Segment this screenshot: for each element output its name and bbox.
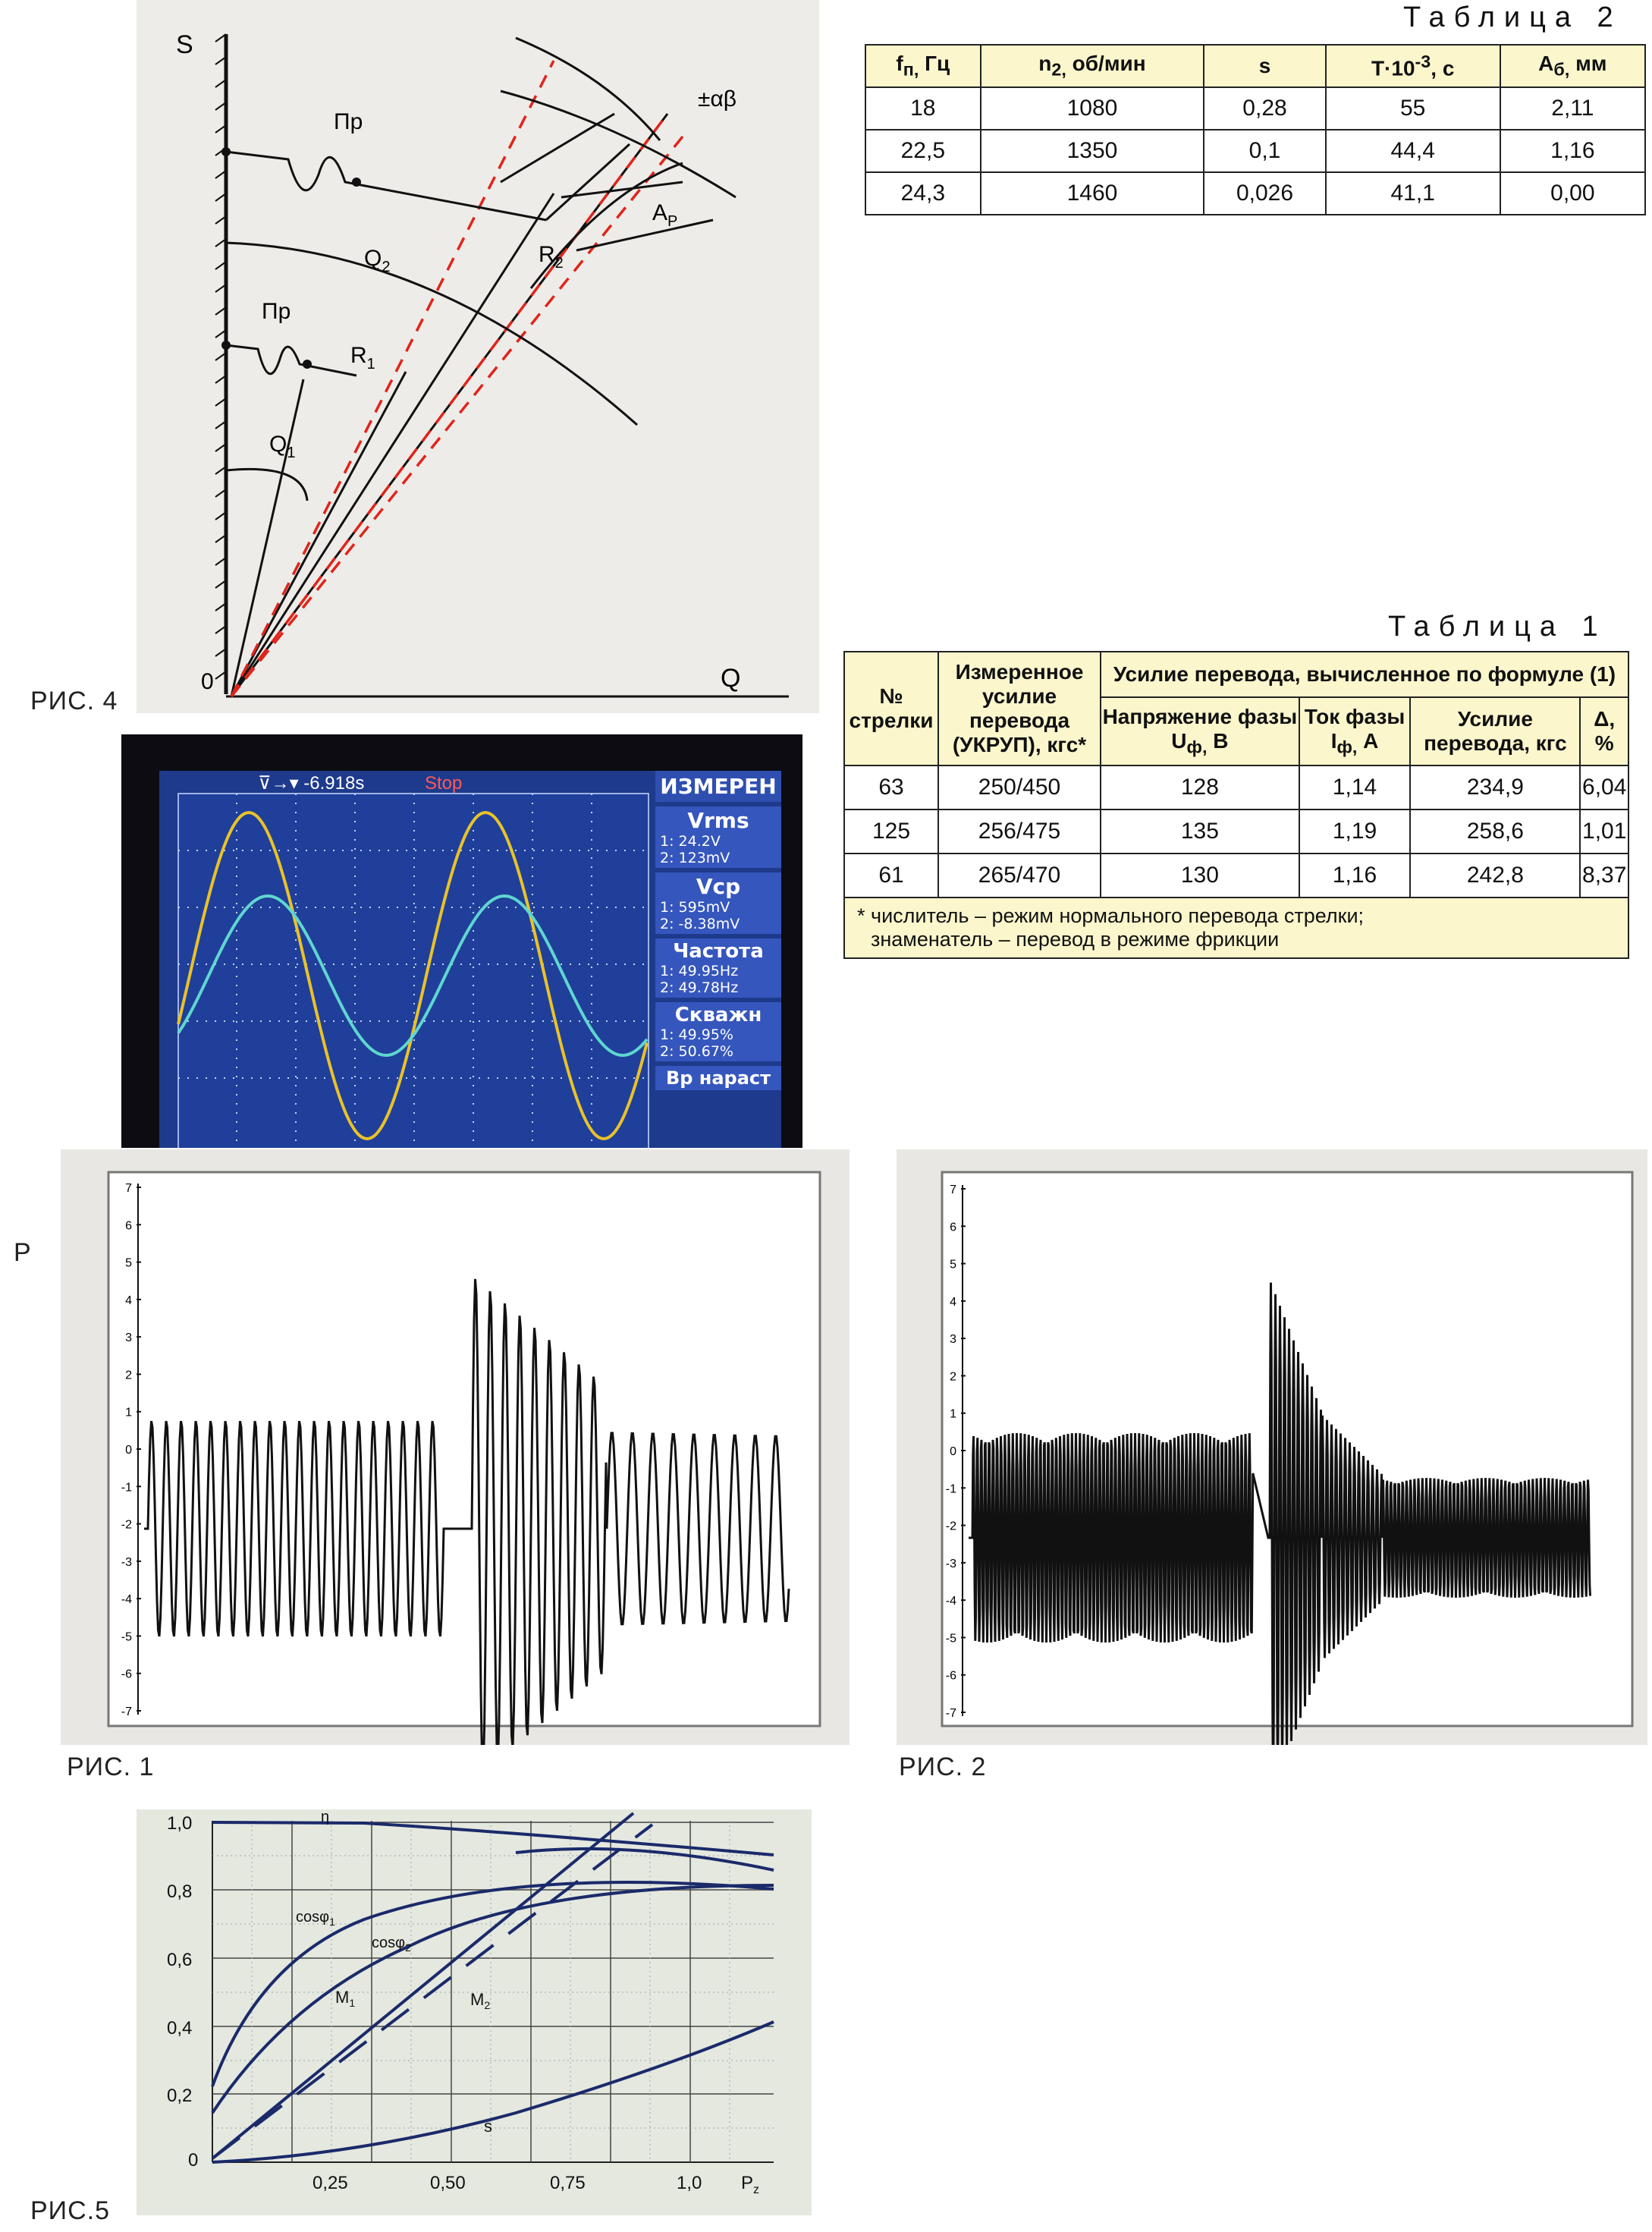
y-tick-label: -6 — [121, 1668, 132, 1681]
y-tick-label: -6 — [945, 1669, 956, 1683]
fig5-caption: РИС.5 — [30, 2196, 111, 2225]
y-tick-label: 7 — [125, 1182, 132, 1195]
table-cell: 1,16 — [1500, 130, 1645, 172]
table-cell: 1,01 — [1580, 809, 1628, 854]
fig5-y-tick: 0,6 — [167, 1950, 193, 1970]
table-cell: 0,00 — [1500, 172, 1645, 215]
table-cell: 55 — [1326, 87, 1500, 130]
fig4-label-q1: $Q_1$ — [269, 432, 296, 461]
fig5-panel — [137, 1809, 812, 2215]
y-tick-label: -3 — [945, 1557, 956, 1570]
table-cell: 242,8 — [1410, 854, 1580, 898]
table-cell: 1460 — [981, 172, 1204, 215]
fig2-waveform — [897, 1149, 1647, 1745]
table-cell: 61 — [844, 854, 938, 898]
oscilloscope-photo — [121, 734, 802, 1148]
table1 — [843, 651, 1629, 959]
fig5-label-s: s — [484, 2117, 492, 2136]
table2-header-a: $A_{б,}$ мм — [1500, 45, 1645, 87]
y-tick-label: 0 — [950, 1445, 956, 1458]
scope-measure-value: 2: 49.78Hz — [660, 979, 739, 996]
y-tick-label: 1 — [125, 1406, 132, 1419]
scope-menu-title: ИЗМЕРЕН — [655, 771, 781, 802]
fig2-panel — [897, 1149, 1647, 1745]
table2-header-n: $n_{2,}$ об/мин — [981, 45, 1204, 87]
fig5-y-tick: 0 — [188, 2150, 199, 2171]
fig4-panel — [137, 0, 819, 713]
table-cell: 22,5 — [865, 130, 981, 172]
y-tick-label: -5 — [945, 1632, 956, 1646]
scope-measure-value: 2: 50.67% — [660, 1043, 733, 1060]
table-cell: 8,37 — [1580, 854, 1628, 898]
scope-measure-vcp — [655, 872, 781, 934]
scope-measure-duty — [655, 1002, 781, 1061]
y-tick-label: -3 — [121, 1555, 132, 1569]
table-cell: 2,11 — [1500, 87, 1645, 130]
y-tick-label: -2 — [121, 1518, 132, 1532]
table1-footnote — [844, 898, 1628, 958]
fig5-label-eta: η — [321, 1809, 330, 1825]
table1-footnote-line1: * числитель – режим нормального перевода стрелки; — [857, 904, 1365, 927]
scope-measure-value: 1: 49.95Hz — [660, 963, 739, 979]
scope-measure-title: Vcp — [696, 874, 741, 899]
table-cell: 1,16 — [1299, 854, 1411, 898]
table1-header-force: Усилие перевода, кгс — [1410, 697, 1580, 765]
table2 — [865, 44, 1646, 215]
y-tick-label: -1 — [945, 1482, 956, 1496]
fig2-caption: РИС. 2 — [899, 1753, 987, 1781]
fig5-x-axis-label: $P_z$ — [741, 2173, 760, 2196]
fig5-label-m1: $M_1$ — [335, 1988, 356, 2009]
table-cell: 135 — [1101, 809, 1299, 854]
scope-measure-title: Частота — [673, 940, 764, 963]
table-row — [865, 87, 1645, 130]
fig4-label-r1: $R_1$ — [350, 343, 375, 373]
y-tick-label: 7 — [950, 1184, 956, 1196]
y-tick-label: -4 — [945, 1595, 956, 1608]
table1-footnote-line2: знаменатель – перевод в режиме фрикции — [871, 928, 1280, 951]
table2-header-s: s — [1204, 45, 1325, 87]
table-cell: 6,04 — [1580, 765, 1628, 809]
scope-measure-title: Скважн — [674, 1004, 762, 1026]
fig4-label-pr-bottom: Пр — [262, 299, 291, 324]
table1-header-measured: Измеренное усилие перевода (УКРУП), кгс* — [938, 652, 1101, 765]
table2-header-t: $T\cdot 10^{-3}$, с — [1326, 45, 1500, 87]
oscilloscope-measure-menu — [655, 771, 781, 1148]
y-tick-label: 0 — [125, 1444, 132, 1457]
table2-title: Таблица 2 — [1403, 2, 1622, 33]
fig1-panel — [61, 1149, 850, 1745]
table-row — [844, 854, 1628, 898]
fig5-curve-s — [212, 2022, 774, 2162]
fig5-y-tick: 0,8 — [167, 1881, 193, 1902]
scope-measure-value: 2: 123mV — [660, 850, 730, 866]
table-cell: 1,19 — [1299, 809, 1411, 854]
table-cell: 0,026 — [1204, 172, 1325, 215]
fig5-label-cos1: cosφ$_1$ — [296, 1909, 335, 1928]
y-tick-label: 5 — [950, 1258, 956, 1272]
scope-measure-value: 1: 24.2V — [660, 833, 721, 850]
fig5-label-cos2: cosφ$_2$ — [372, 1935, 411, 1954]
fig4-label-ap: $A_P$ — [652, 200, 678, 230]
y-tick-label: 4 — [950, 1295, 956, 1309]
y-tick-label: 2 — [125, 1369, 132, 1382]
oscilloscope-screen — [159, 771, 781, 1148]
fig5-y-tick: 1,0 — [167, 1813, 193, 1834]
fig5-x-tick: 1,0 — [677, 2173, 702, 2193]
scope-measure-value: 1: 595mV — [660, 899, 730, 916]
fig4-diagram — [137, 0, 819, 713]
table-cell: 250/450 — [938, 765, 1101, 809]
fig5-x-tick: 0,50 — [430, 2173, 466, 2193]
oscilloscope-time-readout: ⊽→▾ -6.918s — [258, 773, 365, 794]
y-tick-label: 3 — [950, 1333, 956, 1347]
table-cell: 18 — [865, 87, 981, 130]
y-tick-label: -5 — [121, 1630, 132, 1644]
y-tick-label: -1 — [121, 1481, 132, 1495]
fig4-label-r2: $R_2$ — [539, 242, 564, 272]
fig5-label-m2: $M_2$ — [470, 1990, 491, 2011]
table-cell: 125 — [844, 809, 938, 854]
fig5-y-tick: 0,2 — [167, 2086, 193, 2106]
fig4-axis-q: Q — [721, 664, 741, 693]
table-cell: 234,9 — [1410, 765, 1580, 809]
table-cell: 63 — [844, 765, 938, 809]
scope-measure-vrms — [655, 806, 781, 868]
table1-header-delta: Δ, % — [1580, 697, 1628, 765]
table-cell: 265/470 — [938, 854, 1101, 898]
y-tick-label: -4 — [121, 1593, 132, 1607]
scope-measure-freq — [655, 938, 781, 998]
table-cell: 24,3 — [865, 172, 981, 215]
table-cell: 130 — [1101, 854, 1299, 898]
y-tick-label: 6 — [125, 1219, 132, 1233]
scope-measure-value: 2: -8.38mV — [660, 916, 740, 932]
table1-header-group: Усилие перевода, вычисленное по формуле (1) — [1101, 652, 1628, 697]
y-tick-label: 4 — [125, 1294, 132, 1307]
table1-header-current: Ток фазы $I_{ф,}$ А — [1299, 697, 1411, 765]
fig4-caption: РИС. 4 — [30, 687, 118, 715]
table-row — [844, 809, 1628, 854]
fig5-characteristics — [137, 1809, 812, 2215]
table-cell: 1350 — [981, 130, 1204, 172]
table-cell: 128 — [1101, 765, 1299, 809]
table1-header-no: № стрелки — [844, 652, 938, 765]
table-row — [865, 130, 1645, 172]
fig3-caption-fragment: Р — [14, 1238, 32, 1267]
y-tick-label: 6 — [950, 1221, 956, 1234]
fig4-label-q2: $Q_2$ — [364, 246, 391, 275]
table-cell: 0,28 — [1204, 87, 1325, 130]
fig5-x-tick: 0,25 — [312, 2173, 348, 2193]
table-row — [865, 172, 1645, 215]
y-tick-label: 5 — [125, 1256, 132, 1270]
fig5-x-tick: 0,75 — [550, 2173, 586, 2193]
scope-measure-title: Вр нараст — [665, 1067, 771, 1089]
y-tick-label: 3 — [125, 1331, 132, 1345]
fig4-origin: 0 — [201, 669, 214, 694]
y-tick-label: -7 — [945, 1707, 956, 1720]
table1-title: Таблица 1 — [1388, 611, 1607, 643]
table-cell: 0,1 — [1204, 130, 1325, 172]
y-tick-label: 2 — [950, 1370, 956, 1384]
fig5-y-tick: 0,4 — [167, 2018, 193, 2039]
fig1-waveform — [61, 1149, 850, 1745]
table2-header-f: $f_{п,}$ Гц — [865, 45, 981, 87]
fig4-axis-s: S — [176, 30, 193, 59]
y-tick-label: -7 — [121, 1705, 132, 1718]
table-row — [844, 765, 1628, 809]
fig4-label-pr-top: Пр — [334, 109, 363, 134]
table-cell: 41,1 — [1326, 172, 1500, 215]
fig4-label-ab: ±αβ — [698, 86, 737, 112]
fig5-curve-m2 — [212, 1825, 652, 2158]
table-cell: 258,6 — [1410, 809, 1580, 854]
table-cell: 44,4 — [1326, 130, 1500, 172]
oscilloscope-stop-status: Stop — [425, 773, 463, 794]
y-tick-label: 1 — [950, 1407, 956, 1421]
scope-measure-rise — [655, 1066, 781, 1090]
table-cell: 1080 — [981, 87, 1204, 130]
scope-measure-title: Vrms — [687, 808, 749, 833]
table-cell: 1,14 — [1299, 765, 1411, 809]
fig5-curve-eta — [212, 1822, 774, 1855]
table1-header-voltage: Напряжение фазы $U_{ф,}$ В — [1101, 697, 1299, 765]
fig1-caption: РИС. 1 — [67, 1753, 155, 1781]
y-tick-label: -2 — [945, 1520, 956, 1533]
scope-measure-value: 1: 49.95% — [660, 1026, 733, 1043]
table-cell: 256/475 — [938, 809, 1101, 854]
